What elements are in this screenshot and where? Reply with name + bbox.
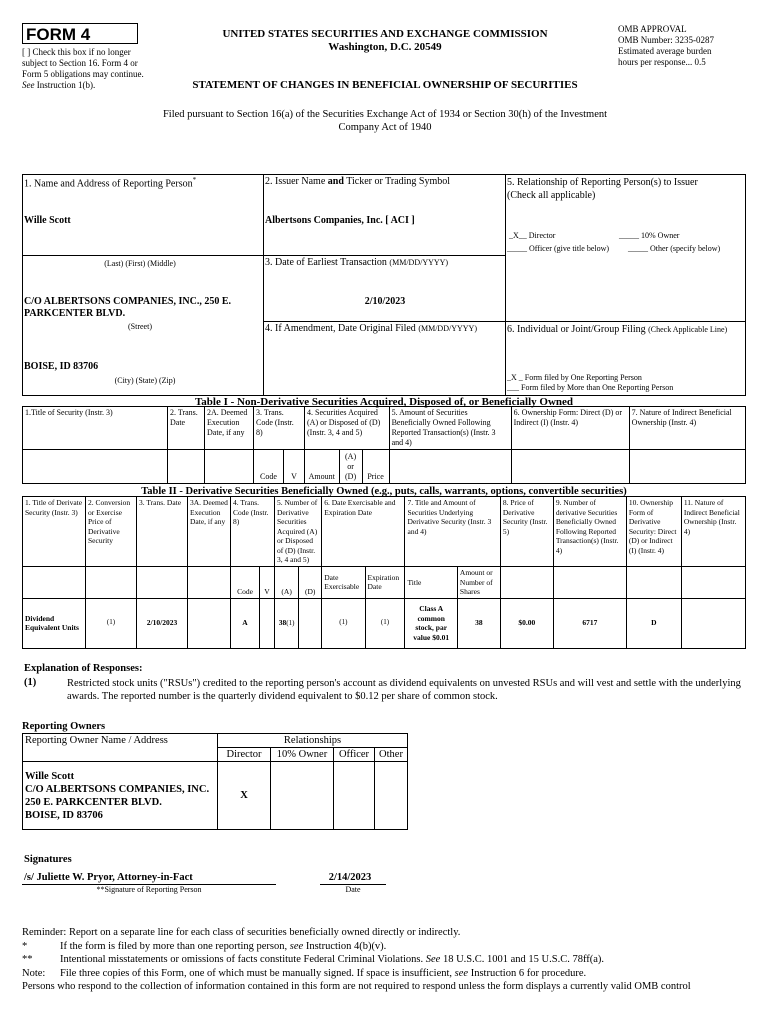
- t2-row-title: Class A common stock, par value $0.01: [405, 598, 457, 648]
- other-check: _____ Other (specify below): [628, 244, 721, 253]
- footer-last: Persons who respond to the collection of information contained in this form are not required to respond unless the form displays a currently valid OMB control: [22, 981, 691, 992]
- omb-approval: OMB APPROVAL OMB Number: 3235-0287 Estimated average burden hours per response... 0.5: [618, 24, 714, 67]
- owners-col-director: Director: [218, 748, 271, 762]
- table-row: [23, 762, 408, 830]
- divider: [505, 174, 506, 396]
- footer-line1: * If the form is filed by more than one reporting person, see Instruction 4(b)(v).: [22, 940, 387, 952]
- signer-name: /s/ Juliette W. Pryor, Attorney-in-Fact: [24, 872, 193, 883]
- signatures-title: Signatures: [24, 854, 72, 865]
- table1-title: Table I - Non-Derivative Securities Acquired, Disposed of, or Beneficially Owned: [194, 396, 574, 408]
- t1-sub-code: Code: [254, 450, 284, 484]
- t2-row-security: Dividend Equivalent Units: [23, 598, 86, 648]
- t1-col-amount: 5. Amount of Securities Beneficially Owned Following Reported Transaction(s) (Instr. 3 and 4): [389, 407, 511, 450]
- name-sublabel: (Last) (First) (Middle): [104, 259, 176, 268]
- t2-row-date: 2/10/2023: [137, 598, 188, 648]
- t2-sub-d: (D): [299, 567, 322, 599]
- box3-label: 3. Date of Earliest Transaction (MM/DD/YYYY): [265, 257, 449, 268]
- t2-sub-title: Title: [405, 567, 457, 599]
- t1-sub-v: V: [283, 450, 304, 484]
- date-label: Date: [345, 885, 361, 894]
- street-sublabel: (Street): [128, 322, 152, 331]
- form-title: FORM 4: [26, 25, 91, 44]
- box6-label: 6. Individual or Joint/Group Filing (Check Applicable Line): [507, 324, 728, 335]
- table1: [22, 406, 746, 484]
- table1-sub-row: [23, 450, 746, 484]
- owners-col-owner10: 10% Owner: [271, 748, 334, 762]
- t1-col-code: 3. Trans. Code (Instr. 8): [254, 407, 305, 450]
- t2-sub-v: V: [260, 567, 275, 599]
- check-box-notice: [ ] Check this box if no longer subject to Section 16. Form 4 or Form 5 obligations may continue. See Instruction 1(b).: [22, 47, 144, 90]
- signature-date: 2/14/2023: [328, 872, 372, 883]
- t2-col-deemed: 3A. Deemed Execution Date, if any: [188, 497, 231, 567]
- owners-col-name: Reporting Owner Name / Address: [23, 734, 218, 762]
- officer-check: _____ Officer (give title below): [507, 244, 610, 253]
- t2-col-code: 4. Trans. Code (Instr. 8): [231, 497, 275, 567]
- issuer-name: Albertsons Companies, Inc. [ ACI ]: [265, 215, 415, 226]
- divider: [263, 255, 505, 256]
- explanation-num: (1): [24, 677, 37, 688]
- t1-col-deemed: 2A. Deemed Execution Date, if any: [205, 407, 254, 450]
- filing-more-persons: ___ Form filed by More than One Reporting Person: [507, 383, 674, 392]
- box5-label: 5. Relationship of Reporting Person(s) to Issuer (Check all applicable): [507, 177, 698, 201]
- t2-col-nature: 11. Nature of Indirect Beneficial Ownership (Instr. 4): [681, 497, 745, 567]
- form-title-box: [22, 23, 138, 44]
- owners-col-rel: Relationships: [218, 734, 408, 748]
- t2-sub-amount: Amount or Number of Shares: [457, 567, 500, 599]
- t1-col-title: 1.Title of Security (Instr. 3): [23, 407, 168, 450]
- t2-row-form: D: [626, 598, 681, 648]
- table1-header-row: [23, 407, 746, 450]
- t1-sub-price: Price: [362, 450, 389, 484]
- owner-address: Wille Scott C/O ALBERTSONS COMPANIES, INC. 250 E. PARKCENTER BLVD. BOISE, ID 83706: [23, 762, 218, 830]
- earliest-transaction-date: 2/10/2023: [364, 296, 406, 307]
- t2-row-code: A: [231, 598, 260, 648]
- agency-city: Washington, D.C. 20549: [328, 41, 442, 53]
- owners-table: [22, 733, 408, 830]
- t2-sub-code: Code: [231, 567, 260, 599]
- t1-sub-aord: (A) or (D): [339, 450, 362, 484]
- table2-sub-row: [23, 567, 746, 599]
- box4-label: 4. If Amendment, Date Original Filed (MM/DD/YYYY): [265, 323, 477, 334]
- reporting-person-street: C/O ALBERTSONS COMPANIES, INC., 250 E. PARKCENTER BLVD.: [24, 296, 231, 319]
- t2-row-conv: (1): [86, 598, 137, 648]
- explanation-title: Explanation of Responses:: [24, 663, 143, 674]
- agency-name: UNITED STATES SECURITIES AND EXCHANGE COMMISSION: [222, 28, 548, 40]
- divider: [263, 174, 264, 396]
- t1-col-ownership: 6. Ownership Form: Direct (D) or Indirect (I) (Instr. 4): [511, 407, 629, 450]
- table-row: [23, 598, 746, 648]
- footer-reminder: Reminder: Report on a separate line for each class of securities beneficially owned directly or indirectly.: [22, 927, 461, 938]
- director-check: _X__ Director: [509, 231, 556, 240]
- t1-col-nature: 7. Nature of Indirect Beneficial Ownership (Instr. 4): [629, 407, 745, 450]
- t2-sub-date-ex: Date Exercisable: [322, 567, 365, 599]
- t2-col-title: 1. Title of Derivate Security (Instr. 3): [23, 497, 86, 567]
- t2-col-dates: 6. Date Exercisable and Expiration Date: [322, 497, 405, 567]
- signer-label: **Signature of Reporting Person: [96, 885, 202, 894]
- t1-col-acquired: 4. Securities Acquired (A) or Disposed of (D) (Instr. 3, 4 and 5): [305, 407, 390, 450]
- t2-col-underlying: 7. Title and Amount of Securities Underlying Derivative Security (Instr. 3 and 4): [405, 497, 500, 567]
- table2-header-row: [23, 497, 746, 567]
- reporting-boxes: [22, 174, 746, 396]
- t2-col-conv: 2. Conversion or Exercise Price of Derivative Security: [86, 497, 137, 567]
- owners-title: Reporting Owners: [22, 721, 106, 732]
- t2-col-owned: 9. Number of derivative Securities Beneficially Owned Following Reported Transaction(s) (Instr. 4): [553, 497, 626, 567]
- t2-sub-a: (A): [275, 567, 299, 599]
- t2-row-price: $0.00: [500, 598, 553, 648]
- footer-line3: Note: File three copies of this Form, one of which must be manually signed. If space is insufficient, see Instruction 6 for procedure.: [22, 967, 587, 979]
- owners-col-officer: Officer: [334, 748, 375, 762]
- t2-row-date-ex: (1): [322, 598, 365, 648]
- table2-title: Table II - Derivative Securities Beneficially Owned (e.g., puts, calls, warrants, options, convertible securities): [141, 486, 627, 497]
- t2-sub-exp: Expiration Date: [365, 567, 405, 599]
- owner10-check: _____ 10% Owner: [619, 231, 680, 240]
- t2-col-number: 5. Number of Derivative Securities Acquired (A) or Disposed of (D) (Instr. 3, 4 and 5): [275, 497, 322, 567]
- t2-col-form: 10. Ownership Form of Derivative Security: Direct (D) or Indirect (I) (Instr. 4): [626, 497, 681, 567]
- reporting-person-city: BOISE, ID 83706: [24, 361, 99, 372]
- table2: [22, 496, 746, 649]
- divider: [22, 255, 263, 256]
- t2-row-owned: 6717: [553, 598, 626, 648]
- statement-title: STATEMENT OF CHANGES IN BENEFICIAL OWNERSHIP OF SECURITIES: [192, 79, 578, 91]
- t2-row-shares: 38: [457, 598, 500, 648]
- t1-sub-amount: Amount: [305, 450, 340, 484]
- owner-director-mark: X: [218, 762, 271, 830]
- divider: [263, 321, 746, 322]
- t2-col-price: 8. Price of Derivative Security (Instr. 5): [500, 497, 553, 567]
- t1-col-date: 2. Trans. Date: [168, 407, 205, 450]
- explanation-text: Restricted stock units ("RSUs") credited to the reporting person's account as dividend equivalents on unvested RSUs and will vest and settle with the underlying awards. The reported number is the quarterly dividend equivalent to $0.12 per share of common stock.: [67, 678, 741, 702]
- city-sublabel: (City) (State) (Zip): [114, 376, 176, 385]
- footer: [22, 926, 766, 994]
- footer-line2: ** Intentional misstatements or omissions of facts constitute Federal Criminal Violations. See 18 U.S.C. 1001 and 15 U.S.C. 78ff(a).: [22, 954, 605, 965]
- box1-label: 1. Name and Address of Reporting Person*: [24, 176, 197, 190]
- box2-label: 2. Issuer Name and Ticker or Trading Symbol: [265, 176, 451, 187]
- filing-one-person: _X _ Form filed by One Reporting Person: [507, 373, 642, 382]
- t2-col-date: 3. Trans. Date: [137, 497, 188, 567]
- filed-pursuant: Filed pursuant to Section 16(a) of the Securities Exchange Act of 1934 or Section 30(h) of the Investment Company Act of 1940: [162, 109, 608, 133]
- owners-col-other: Other: [375, 748, 408, 762]
- reporting-person-name: Wille Scott: [24, 215, 71, 226]
- t2-row-a: 38(1): [275, 598, 299, 648]
- t2-row-exp: (1): [365, 598, 405, 648]
